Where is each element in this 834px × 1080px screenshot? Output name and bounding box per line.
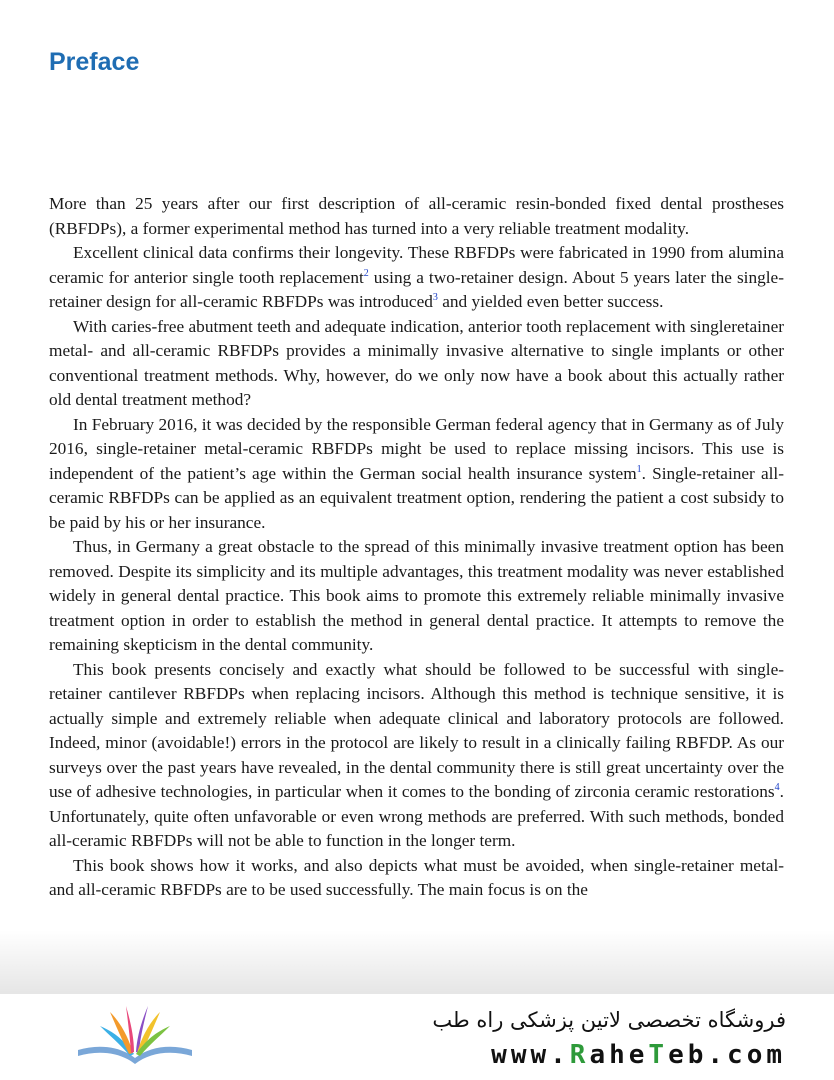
paragraph-7: This book shows how it works, and also depicts what must be avoided, when single-retainer metal- and all-ceramic RBFDPs are to be used successfully. The main focus is on the (49, 855, 784, 899)
page-title: Preface (49, 48, 140, 76)
paragraph-2-text-c: and yielded even better success. (437, 292, 664, 311)
url-part-5: eb.com (668, 1040, 786, 1070)
watermark-banner (0, 994, 834, 1080)
paragraph-5: Thus, in Germany a great obstacle to the spread of this minimally invasive treatment option has been removed. Despite its simplicity and its multiple advantages, this treatment modality was never established widely in general dental practice. This book aims to promote this extremely reliable minimally invasive treatment option in order to establish the method in general dental practice. It attempts to remove the remaining skepticism in the dental community. (49, 537, 784, 654)
citation-ref-4[interactable]: 4 (774, 782, 780, 793)
paragraph-4-text-a: In February 2016, it was decided by the responsible German federal agency that in Germany as of July 2016, single-retainer metal-ceramic RBFDPs might be used to replace missing incisors. This use is independent of the patient’s age within the German social health insurance system (49, 414, 784, 483)
url-part-1: www. (491, 1040, 570, 1070)
paragraph-6-text-b: . Unfortunately, quite often unfavorable or even wrong methods are preferred. With such methods, bonded all-ceramic RBFDPs will not be able to function in the longer term. (49, 782, 784, 850)
citation-ref-3[interactable]: 3 (432, 292, 438, 303)
url-part-2: R (569, 1040, 590, 1070)
preface-body (49, 192, 784, 903)
citation-ref-2[interactable]: 2 (363, 267, 369, 279)
watermark-url[interactable] (491, 1040, 786, 1070)
watermark-persian-text: فروشگاه تخصصی لاتین پزشکی راه طب (432, 1008, 786, 1032)
paragraph-4 (49, 413, 784, 536)
url-part-3: ahe (589, 1040, 649, 1070)
paragraph-2-text-b: using a two-retainer design. About 5 years later the single-retainer design for all-ceramic RBFDPs was introduced (49, 267, 784, 311)
url-part-4: T (648, 1040, 669, 1070)
watermark-fade (0, 930, 834, 994)
paragraph-1: More than 25 years after our first description of all-ceramic resin-bonded fixed dental prostheses (RBFDPs), a former experimental method has turned into a very reliable treatment modality. (49, 194, 784, 238)
paragraph-3: With caries-free abutment teeth and adequate indication, anterior tooth replacement with singleretainer metal- and all-ceramic RBFDPs provides a minimally invasive alternative to single implants or other conventional treatment methods. Why, however, do we only now have a book about this actually rather old dental treatment method? (49, 316, 784, 409)
paragraph-2 (49, 241, 784, 315)
paragraph-2-text-a: Excellent clinical data confirms their longevity. These RBFDPs were fabricated in 1990 from alumina ceramic for anterior single tooth replacement (49, 243, 784, 287)
paragraph-4-text-b: . Single-retainer all-ceramic RBFDPs can be applied as an equivalent treatment option, rendering the patient a cost subsidy to be paid by his or her insurance. (49, 463, 784, 532)
paragraph-6 (49, 658, 784, 854)
open-book-logo-icon (70, 998, 200, 1070)
citation-ref-1[interactable]: 1 (636, 463, 642, 475)
paragraph-6-text-a: This book presents concisely and exactly what should be followed to be successful with single-retainer cantilever RBFDPs when replacing incisors. Although this method is technique sensitive, it is actually simple and extremely reliable when adequate clinical and laboratory protocols are followed. Indeed, minor (avoidable!) errors in the protocol are likely to result in a clinically failing RBFDP. As our surveys over the past years have revealed, in the dental community there is still great uncertainty over the use of adhesive technologies, in particular when it comes to the bonding of zirconia ceramic restorations (49, 659, 784, 801)
